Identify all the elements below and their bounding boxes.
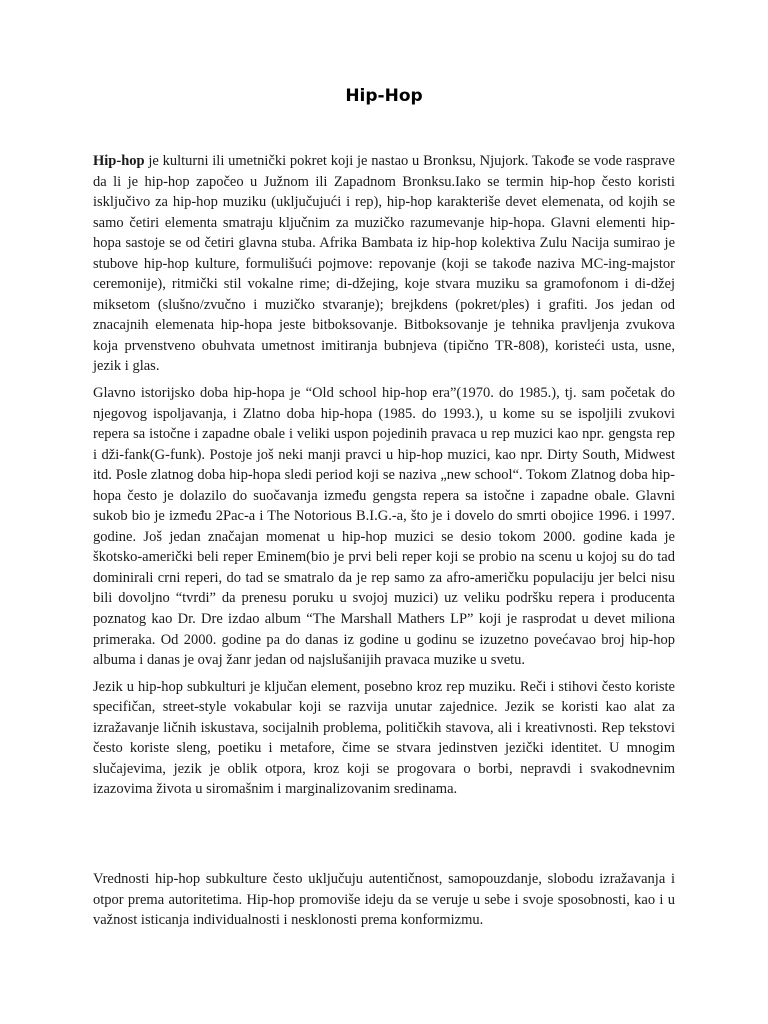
paragraph-intro: [93, 151, 675, 377]
paragraph-values: Vrednosti hip-hop subkulture često uključuju autentičnost, samopouzdanje, slobodu izražavanja i otpor prema autoritetima. Hip-hop promoviše ideju da se veruje u sebe i svoje sposobnosti, kao i u važnost isticanja individualnosti i nesklonosti prema konformizmu.: [93, 870, 675, 929]
paragraph-intro-text: je kulturni ili umetnički pokret koji je nastao u Bronksu, Njujork. Takođe se vode rasprave da li je hip-hop započeo u Južnom ili Zapadnom Bronksu.Iako se termin hip-hop često koristi isključivo za hip-hop muziku (uključujući i rep), hip-hop karakteriše devet elemenata, od kojih se samo četiri elementa smatraju ključnim za muzičko razumevanje hip-hopa. Glavni elementi hip-hopa sastoje se od četiri glavna stuba. Afrika Bambata iz hip-hop kolektiva Zulu Nacija sumirao je stubove hip-hop kulture, formulišući pojmove: repovanje (koji se takođe naziva MC-ing-majstor ceremonije), ritmički stil vokalne rime; di-džejing, koje stvara muziku sa gramofonom i di-džej miksetom (slušno/zvučno i muzičko stvaranje); brejkdens (pokret/ples) i grafiti. Jos jedan od znacajnih elemenata hip-hopa jeste bitboksovanje. Bitboksovanje je tehnika pravljenja zvukova koja prvenstveno obuhvata umetnost imitiranja bubnjeva (tipično TR-808), koristeći usta, usne, jezik i glas.: [93, 153, 675, 375]
page-title: Hip-Hop: [345, 86, 423, 106]
paragraph-lead-term: Hip-hop: [93, 153, 145, 169]
paragraph-history: Glavno istorijsko doba hip-hopa je “Old school hip-hop era”(1970. do 1985.), tj. sam početak do njegovog ispoljavanja, i Zlatno doba hip-hopa (1985. do 1993.), u kome su se ispoljili zvukovi repera sa istočne i zapadne obale i veliki uspon pojedinih pravaca u rep muzici kao npr. gengsta rep i dži-fank(G-funk). Postoje još neki manji pravci u hip-hop muzici, kao npr. Dirty South, Midwest itd. Posle zlatnog doba hip-hopa sledi period koji se naziva „new school“. Tokom Zlatnog doba hip-hopa često je dolazilo do suočavanja između gengsta repera sa istočne i zapadne obale. Glavni sukob bio je između 2Pac-a i The Notorious B.I.G.-a, što je i dovelo do smrti obojice 1996. i 1997. godine. Još jedan značajan momenat u hip-hop muzici se desio tokom 2000. godine kada je škotsko-američki beli reper Eminem(bio je prvi beli reper koji se probio na scenu u kojoj su do tad dominirali crni reperi, do tad se smatralo da je rep samo za afro-američku populaciju jer belci nisu bili dovoljno “tvrdi” da prenesu poruku u svojoj muzici) uz veliku podršku repera i producenta poznatog kao Dr. Dre izdao album “The Marshall Mathers LP” koji je rasprodat u devet miliona primeraka. Od 2000. godine pa do danas iz godine u godinu se izuzetno povećavao broj hip-hop albuma i danas je ovaj žanr jedan od najslušanijih pravaca muzike u svetu.: [93, 385, 675, 669]
document-body: [93, 151, 675, 931]
paragraph-language: Jezik u hip-hop subkulturi je ključan element, posebno kroz rep muziku. Reči i stihovi često koriste specifičan, street-style vokabular koji se razvija unutar zajednice. Jezik se koristi kao alat za izražavanje ličnih iskustava, socijalnih problema, političkih stavova, ali i kreativnosti. Rep tekstovi često koriste sleng, poetiku i metafore, čime se stvara jedinstven jezički identitet. U mnogim slučajevima, jezik je oblik otpora, kroz koji se progovara o borbi, nepravdi i svakodnevnim izazovima života u siromašnim i marginalizovanim sredinama.: [93, 678, 675, 798]
